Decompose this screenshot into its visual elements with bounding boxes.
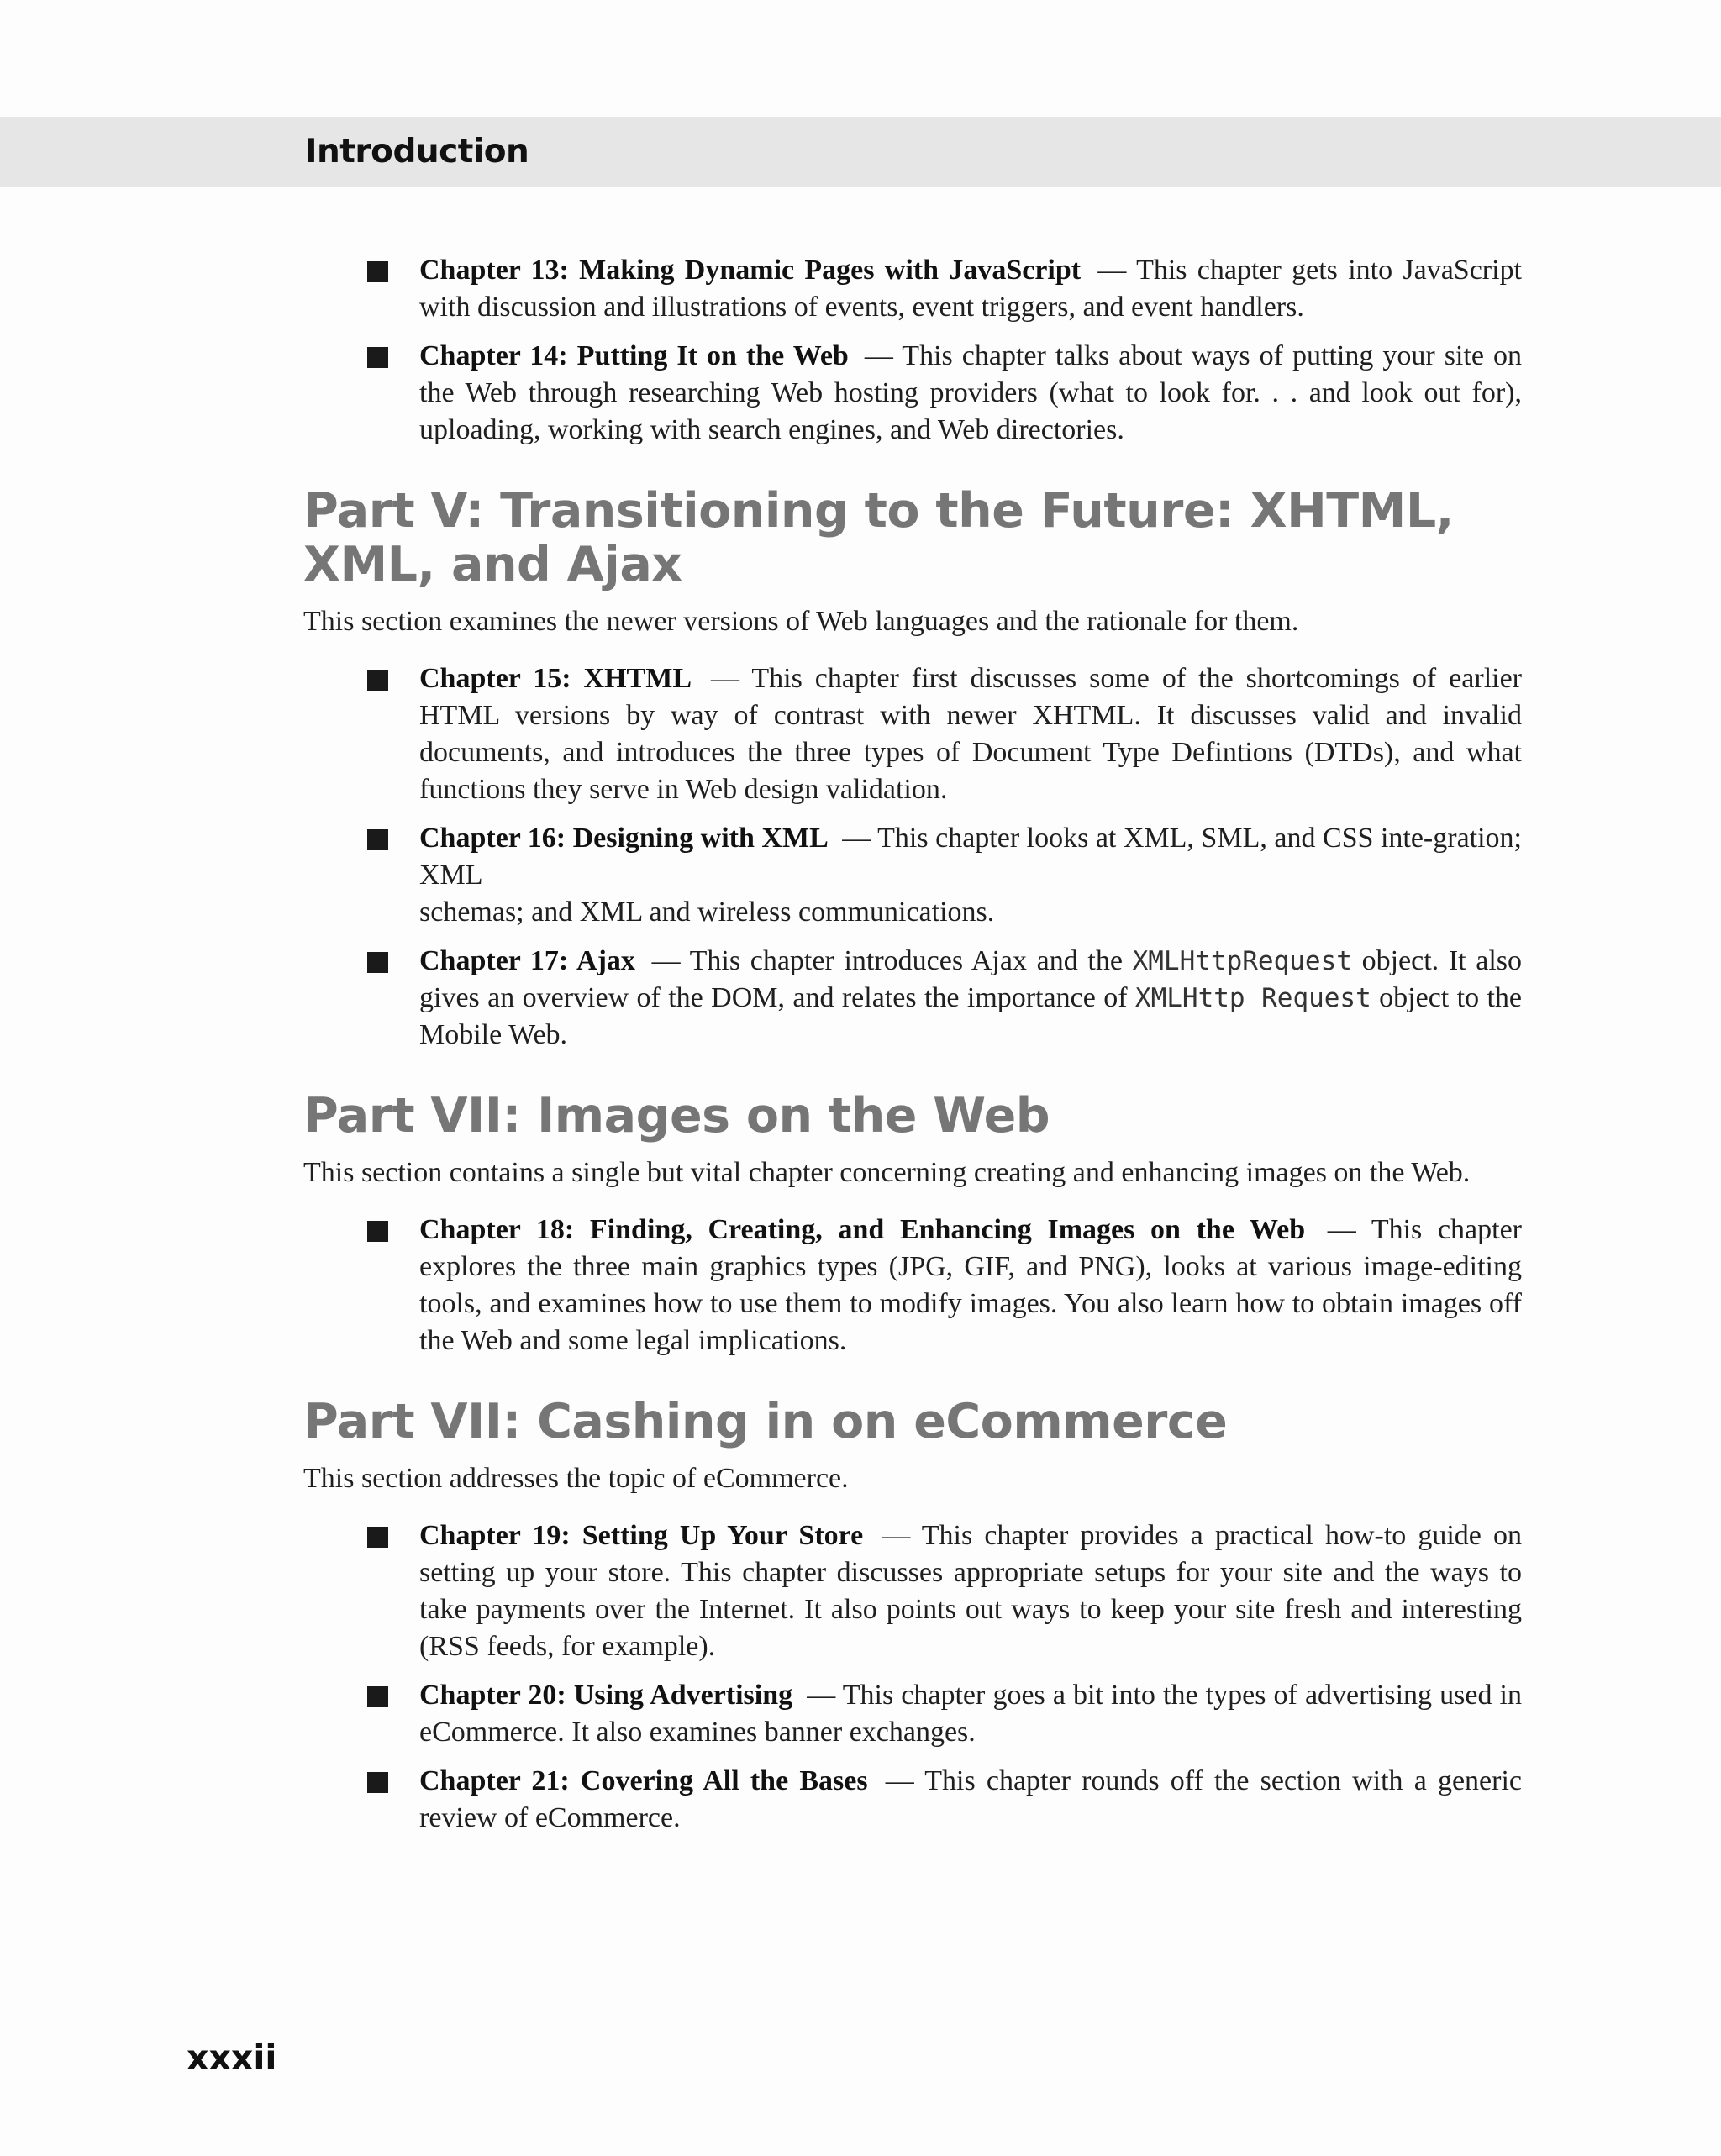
section-part-7-ecommerce [303, 1395, 1522, 1837]
chapter-list [303, 660, 1522, 1054]
code-term: XMLHttpRequest [1132, 946, 1352, 976]
square-bullet-icon [367, 670, 388, 691]
chapter-description-continued: schemas; and XML and wireless communications. [419, 897, 995, 928]
chapter-description: — This chapter introduces Ajax and the [651, 945, 1123, 976]
square-bullet-icon [367, 261, 388, 282]
chapter-title: Chapter 13: Making Dynamic Pages with JavaScript [419, 255, 1082, 286]
page-number: xxxii [187, 2038, 277, 2078]
part-heading: Part VII: Images on the Web [303, 1088, 1050, 1144]
square-bullet-icon [367, 829, 388, 850]
chapter-list-part4-continued [303, 252, 1522, 449]
chapter-description: — This chapter goes a bit into the types of advertising used in eCommerce. It also examines banner exchanges. [419, 1680, 1523, 1748]
page-content [303, 252, 1522, 1848]
chapter-description: — This chapter provides a practical how-to guide on setting up your store. This chapter discusses appropriate setups for your site and the ways to take payments over the Internet. It also points out ways to keep your site fresh and interesting (RSS feeds, for example). [419, 1520, 1522, 1662]
section-part-7-images [303, 1089, 1522, 1359]
chapter-title: Chapter 21: Covering All the Bases [419, 1765, 868, 1796]
square-bullet-icon [367, 952, 388, 973]
chapter-description: — This chapter gets into JavaScript with discussion and illustrations of events, event triggers, and event handlers. [419, 255, 1522, 323]
chapter-title: Chapter 19: Setting Up Your Store [419, 1520, 864, 1551]
list-item-chapter-13 [303, 252, 1522, 326]
section-part-5 [303, 484, 1522, 1054]
code-term: XMLHttp Request [1134, 983, 1371, 1013]
section-intro: This section contains a single but vital chapter concerning creating and enhancing images on the Web. [303, 1157, 1471, 1188]
section-intro: This section addresses the topic of eCommerce. [303, 1463, 849, 1494]
list-item-chapter-18 [303, 1212, 1522, 1359]
list-item-chapter-16 [303, 820, 1522, 931]
list-item-chapter-14 [303, 338, 1522, 449]
running-header-band [0, 117, 1721, 187]
list-item-chapter-15 [303, 660, 1522, 808]
chapter-title: Chapter 15: XHTML [419, 663, 692, 694]
running-header-title: Introduction [305, 133, 529, 171]
chapter-description: — This chapter explores the three main graphics types (JPG, GIF, and PNG), looks at various image-editing tools, and examines how to use them to modify images. You also learn how to obtain images off the Web and some legal implications. [419, 1214, 1522, 1356]
chapter-list [303, 1212, 1522, 1359]
chapter-title: Chapter 16: Designing with XML [419, 823, 829, 854]
square-bullet-icon [367, 1772, 388, 1793]
square-bullet-icon [367, 1686, 388, 1707]
list-item-chapter-20 [303, 1677, 1522, 1751]
chapter-list [303, 1517, 1522, 1837]
part-heading: Part V: Transitioning to the Future: XHTML, XML, and Ajax [303, 483, 1454, 592]
square-bullet-icon [367, 1221, 388, 1242]
square-bullet-icon [367, 347, 388, 368]
chapter-description: object. It also gives an overview of the DOM, and relates the importance of [419, 945, 1523, 1013]
square-bullet-icon [367, 1527, 388, 1548]
chapter-description: — This chapter first discusses some of the shortcomings of earlier HTML versions by way of contrast with newer XHTML. It discusses valid and invalid documents, and introduces the three types of Document Type Defintions (DTDs), and what functions they serve in Web design validation. [419, 663, 1522, 805]
section-intro: This section examines the newer versions of Web languages and the rationale for them. [303, 606, 1299, 637]
chapter-description: — This chapter rounds off the section with a generic review of eCommerce. [419, 1765, 1522, 1833]
chapter-description: object to the Mobile Web. [419, 982, 1522, 1050]
chapter-title: Chapter 18: Finding, Creating, and Enhancing Images on the Web [419, 1214, 1306, 1245]
part-heading: Part VII: Cashing in on eCommerce [303, 1394, 1228, 1449]
chapter-description: — This chapter talks about ways of putting your site on the Web through researching Web hosting providers (what to look for. . . and look out for), uploading, working with search engines, and Web directories. [419, 340, 1523, 445]
list-item-chapter-17 [303, 943, 1522, 1054]
chapter-title: Chapter 14: Putting It on the Web [419, 340, 849, 371]
list-item-chapter-19 [303, 1517, 1522, 1665]
chapter-title: Chapter 20: Using Advertising [419, 1680, 793, 1711]
chapter-title: Chapter 17: Ajax [419, 945, 635, 976]
list-item-chapter-21 [303, 1763, 1522, 1837]
chapter-description: — This chapter looks at XML, SML, and CSS inte-gration; XML [419, 823, 1523, 891]
